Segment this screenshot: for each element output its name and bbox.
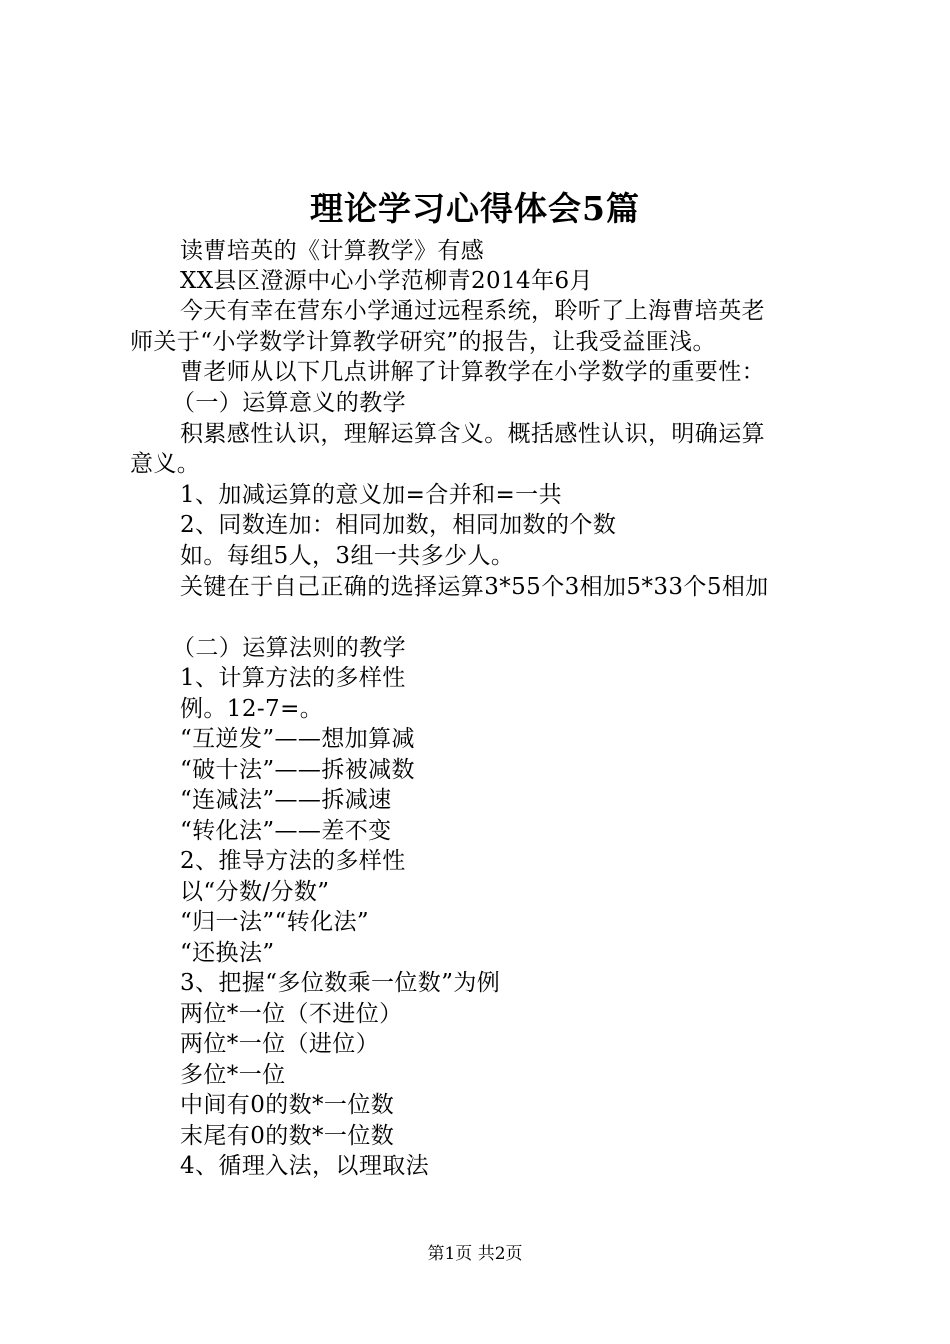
text-line: 关键在于自己正确的选择运算3*55个3相加5*33个5相加 [180,574,769,600]
page-footer: 第1页 共2页 [427,1244,523,1264]
text-line: “互逆发”——想加算减 [180,726,415,752]
text-line: 师关于“小学数学计算教学研究”的报告，让我受益匪浅。 [130,329,716,355]
text-line: 末尾有0的数*一位数 [180,1123,395,1149]
text-line: 曹老师从以下几点讲解了计算教学在小学数学的重要性： [180,359,765,385]
text-line: 多位*一位 [180,1062,286,1088]
text-line: XX县区澄源中心小学范柳青2014年6月 [180,268,593,294]
text-line: “破十法”——拆被减数 [180,757,415,783]
text-line: 意义。 [130,451,201,477]
text-line: 中间有0的数*一位数 [180,1092,395,1118]
text-line: “转化法”——差不变 [180,818,392,844]
text-line: 积累感性认识，理解运算含义。概括感性认识，明确运算 [180,421,765,447]
text-line: 例。12-7=。 [180,696,324,722]
text-line: 读曹培英的《计算教学》有感 [180,238,485,264]
text-line: 以“分数/分数” [180,879,330,905]
text-line: 如。每组5人，3组一共多少人。 [180,543,515,569]
text-line: “归一法”“转化法” [180,909,370,935]
text-line: 4、循理入法，以理取法 [180,1153,430,1179]
text-line: “连减法”——拆减速 [180,787,392,813]
text-line: 2、同数连加：相同加数，相同加数的个数 [180,512,617,538]
text-line: “还换法” [180,940,275,966]
text-line: 1、加减运算的意义加=合并和=一共 [180,482,562,508]
text-line: 两位*一位（不进位） [180,1001,403,1027]
text-line: 2、推导方法的多样性 [180,848,406,874]
text-line: 今天有幸在营东小学通过远程系统，聆听了上海曹培英老 [180,298,765,324]
text-line: （一）运算意义的教学 [172,390,406,416]
document-title: 理论学习心得体会5篇 [310,189,640,228]
text-line: 1、计算方法的多样性 [180,665,406,691]
text-line: 两位*一位（进位） [180,1031,380,1057]
text-line: （二）运算法则的教学 [172,635,406,661]
text-line: 3、把握“多位数乘一位数”为例 [180,970,501,996]
